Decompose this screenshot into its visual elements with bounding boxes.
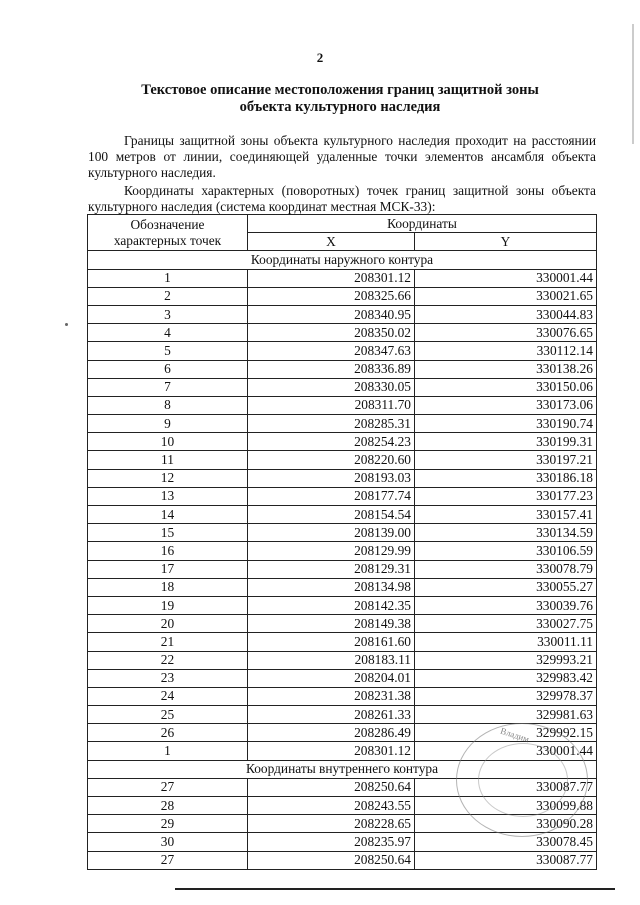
coord-x: 208228.65 [248, 815, 415, 833]
coord-x: 208254.23 [248, 433, 415, 451]
coord-y: 330055.27 [415, 578, 597, 596]
table-row [88, 378, 597, 396]
table-row [88, 396, 597, 414]
coord-y: 330044.83 [415, 305, 597, 323]
point-number: 29 [88, 815, 248, 833]
coord-x: 208129.99 [248, 542, 415, 560]
coord-y: 330106.59 [415, 542, 597, 560]
header-y: Y [415, 233, 597, 251]
coord-y: 330011.11 [415, 633, 597, 651]
table-row [88, 433, 597, 451]
coord-y: 330076.65 [415, 324, 597, 342]
coord-y: 329978.37 [415, 687, 597, 705]
table-row [88, 815, 597, 833]
header-point-designation [88, 215, 248, 251]
coord-y: 330190.74 [415, 415, 597, 433]
table-row [88, 287, 597, 305]
point-number: 18 [88, 578, 248, 596]
table-row [88, 833, 597, 851]
table-row [88, 615, 597, 633]
point-number: 15 [88, 524, 248, 542]
document-title [60, 82, 620, 116]
coord-y: 330173.06 [415, 396, 597, 414]
coord-y: 330099.88 [415, 797, 597, 815]
coord-y: 330112.14 [415, 342, 597, 360]
table-row [88, 669, 597, 687]
table-row [88, 687, 597, 705]
page-number: 2 [316, 50, 324, 65]
footer-rule [175, 888, 615, 890]
coord-y: 329981.63 [415, 706, 597, 724]
coord-x: 208220.60 [248, 451, 415, 469]
coord-x: 208301.12 [248, 269, 415, 287]
point-number: 30 [88, 833, 248, 851]
coord-x: 208235.97 [248, 833, 415, 851]
coord-y: 330087.77 [415, 851, 597, 869]
coord-x: 208134.98 [248, 578, 415, 596]
coord-x: 208177.74 [248, 487, 415, 505]
official-seal-text: Владим [499, 725, 531, 745]
coord-x: 208154.54 [248, 506, 415, 524]
coord-x: 208340.95 [248, 305, 415, 323]
table-row [88, 706, 597, 724]
point-number: 22 [88, 651, 248, 669]
coord-y: 330134.59 [415, 524, 597, 542]
point-number: 11 [88, 451, 248, 469]
coord-x: 208336.89 [248, 360, 415, 378]
coord-x: 208142.35 [248, 596, 415, 614]
table-row [88, 506, 597, 524]
table-row [88, 542, 597, 560]
point-number: 27 [88, 851, 248, 869]
coord-y: 330177.23 [415, 487, 597, 505]
table-row [88, 360, 597, 378]
coord-x: 208350.02 [248, 324, 415, 342]
scan-edge-mark [632, 24, 634, 144]
paragraph-boundary-description: Границы защитной зоны объекта культурного наследия проходит на расстоянии 100 метров от линии, соединяющей удаленные точки элементов ансамбля объекта культурного наследия. [88, 133, 596, 180]
point-number: 25 [88, 706, 248, 724]
header-coordinates: Координаты [248, 215, 597, 233]
coord-y: 330039.76 [415, 596, 597, 614]
table-row [88, 451, 597, 469]
coord-x: 208250.64 [248, 851, 415, 869]
coord-y: 330078.79 [415, 560, 597, 578]
header-point-designation-line-1: Обозначение [130, 216, 205, 232]
coord-x: 208139.00 [248, 524, 415, 542]
coord-x: 208347.63 [248, 342, 415, 360]
coord-y: 330157.41 [415, 506, 597, 524]
coord-x: 208325.66 [248, 287, 415, 305]
table-row [88, 487, 597, 505]
point-number: 8 [88, 396, 248, 414]
table-row [88, 633, 597, 651]
table-header-row-1 [88, 215, 597, 233]
table-row [88, 324, 597, 342]
coord-y: 330090.28 [415, 815, 597, 833]
point-number: 13 [88, 487, 248, 505]
coord-y: 330078.45 [415, 833, 597, 851]
coord-y: 329993.21 [415, 651, 597, 669]
coord-x: 208129.31 [248, 560, 415, 578]
point-number: 27 [88, 778, 248, 796]
table-row [88, 415, 597, 433]
point-number: 1 [88, 269, 248, 287]
coord-y: 329983.42 [415, 669, 597, 687]
title-line-2: объекта культурного наследия [239, 99, 441, 115]
coord-y: 330001.44 [415, 742, 597, 760]
point-number: 10 [88, 433, 248, 451]
header-point-designation-line-2: характерных точек [113, 232, 222, 248]
point-number: 19 [88, 596, 248, 614]
header-x: X [248, 233, 415, 251]
coord-x: 208161.60 [248, 633, 415, 651]
coord-x: 208183.11 [248, 651, 415, 669]
scan-dot [65, 323, 68, 326]
point-number: 2 [88, 287, 248, 305]
coord-y: 329992.15 [415, 724, 597, 742]
point-number: 7 [88, 378, 248, 396]
coord-x: 208311.70 [248, 396, 415, 414]
coord-x: 208250.64 [248, 778, 415, 796]
official-seal-inner-ring [478, 743, 568, 817]
table-row [88, 851, 597, 869]
point-number: 23 [88, 669, 248, 687]
point-number: 6 [88, 360, 248, 378]
coord-y: 330197.21 [415, 451, 597, 469]
table-row [88, 524, 597, 542]
point-number: 16 [88, 542, 248, 560]
inner-contour-title: Координаты внутреннего контура [88, 760, 597, 778]
point-number: 26 [88, 724, 248, 742]
table-row [88, 269, 597, 287]
point-number: 5 [88, 342, 248, 360]
outer-contour-section-row [88, 251, 597, 269]
point-number: 24 [88, 687, 248, 705]
table-row [88, 596, 597, 614]
coord-x: 208193.03 [248, 469, 415, 487]
table-row [88, 651, 597, 669]
coord-y: 330021.65 [415, 287, 597, 305]
coord-x: 208204.01 [248, 669, 415, 687]
coord-y: 330199.31 [415, 433, 597, 451]
coord-x: 208330.05 [248, 378, 415, 396]
point-number: 28 [88, 797, 248, 815]
point-number: 3 [88, 305, 248, 323]
point-number: 4 [88, 324, 248, 342]
coord-x: 208149.38 [248, 615, 415, 633]
coord-x: 208231.38 [248, 687, 415, 705]
point-number: 12 [88, 469, 248, 487]
table-row [88, 560, 597, 578]
coord-x: 208243.55 [248, 797, 415, 815]
coord-y: 330087.77 [415, 778, 597, 796]
coord-x: 208285.31 [248, 415, 415, 433]
coord-y: 330150.06 [415, 378, 597, 396]
coord-x: 208286.49 [248, 724, 415, 742]
table-row [88, 469, 597, 487]
title-line-1: Текстовое описание местоположения границ защитной зоны [141, 82, 539, 98]
coord-x: 208301.12 [248, 742, 415, 760]
paragraph-coordinates-intro: Координаты характерных (поворотных) точек границ защитной зоны объекта культурного наследия (система координат местная МСК-33): [88, 183, 596, 214]
point-number: 9 [88, 415, 248, 433]
point-number: 20 [88, 615, 248, 633]
point-number: 1 [88, 742, 248, 760]
point-number: 14 [88, 506, 248, 524]
coord-y: 330001.44 [415, 269, 597, 287]
outer-contour-title: Координаты наружного контура [88, 251, 597, 269]
coord-x: 208261.33 [248, 706, 415, 724]
coord-y: 330186.18 [415, 469, 597, 487]
table-row [88, 342, 597, 360]
point-number: 17 [88, 560, 248, 578]
table-row [88, 578, 597, 596]
coord-y: 330138.26 [415, 360, 597, 378]
table-row [88, 305, 597, 323]
coord-y: 330027.75 [415, 615, 597, 633]
point-number: 21 [88, 633, 248, 651]
